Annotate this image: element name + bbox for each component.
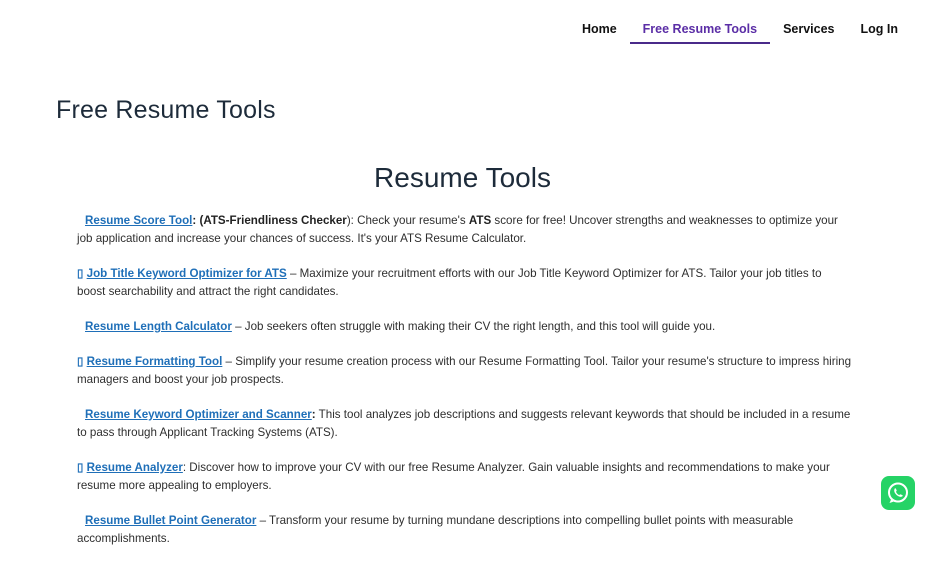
nav-services[interactable]: Services: [770, 0, 847, 46]
emoji-placeholder-icon: ▯: [77, 355, 83, 368]
main-nav: [569, 0, 925, 46]
resume-bullet-point-generator-link[interactable]: Resume Bullet Point Generator: [85, 514, 256, 527]
tool-item-resume-formatting: [77, 353, 852, 389]
nav-free-resume-tools[interactable]: Free Resume Tools: [630, 0, 770, 44]
section-title: Resume Tools: [0, 162, 925, 194]
tool-description: – Job seekers often struggle with making their CV the right length, and this tool will guide you.: [232, 320, 715, 333]
ats-friendliness-label: ATS-Friendliness Checker: [203, 214, 346, 227]
tool-description: : Discover how to improve your CV with our free Resume Analyzer. Gain valuable insights and recommendations to make your resume more appealing to employers.: [77, 461, 830, 492]
tool-item-bullet-point: [77, 512, 852, 548]
tool-description: score for free! Uncover strengths and weaknesses to optimize your job application and increase your chances of success. It's your ATS Resume Calculator.: [77, 214, 838, 245]
tool-item-resume-length: [77, 318, 852, 336]
job-title-keyword-optimizer-link[interactable]: Job Title Keyword Optimizer for ATS: [87, 267, 287, 280]
whatsapp-icon: [885, 480, 911, 506]
tool-text: : (: [192, 214, 203, 227]
nav-log-in[interactable]: Log In: [848, 0, 925, 46]
emoji-placeholder-icon: ▯: [77, 267, 83, 280]
nav-home[interactable]: Home: [569, 0, 630, 46]
emoji-placeholder-icon: ▯: [77, 461, 83, 474]
resume-formatting-tool-link[interactable]: Resume Formatting Tool: [87, 355, 223, 368]
tool-text: ): Check your resume's: [347, 214, 469, 227]
tool-item-keyword-optimizer: [77, 406, 852, 442]
tools-list: [77, 212, 852, 565]
tool-text: :: [312, 408, 316, 421]
resume-length-calculator-link[interactable]: Resume Length Calculator: [85, 320, 232, 333]
resume-analyzer-link[interactable]: Resume Analyzer: [87, 461, 183, 474]
whatsapp-button[interactable]: [881, 476, 915, 510]
tool-description: – Transform your resume by turning mundane descriptions into compelling bullet points with measurable accomplishments.: [77, 514, 793, 545]
tool-item-job-title-keyword: [77, 265, 852, 301]
resume-keyword-optimizer-link[interactable]: Resume Keyword Optimizer and Scanner: [85, 408, 312, 421]
tool-item-resume-analyzer: [77, 459, 852, 495]
resume-score-tool-link[interactable]: Resume Score Tool: [85, 214, 192, 227]
tool-description: – Maximize your recruitment efforts with our Job Title Keyword Optimizer for ATS. Tailor your job titles to boost searchability and attract the right candidates.: [77, 267, 822, 298]
page-title: Free Resume Tools: [56, 96, 276, 125]
tool-description: This tool analyzes job descriptions and suggests relevant keywords that should be included in a resume to pass through Applicant Tracking Systems (ATS).: [77, 408, 850, 439]
ats-label: ATS: [469, 214, 491, 227]
tool-description: – Simplify your resume creation process with our Resume Formatting Tool. Tailor your resume's structure to impress hiring managers and boost your job prospects.: [77, 355, 851, 386]
tool-item-resume-score: [77, 212, 852, 248]
